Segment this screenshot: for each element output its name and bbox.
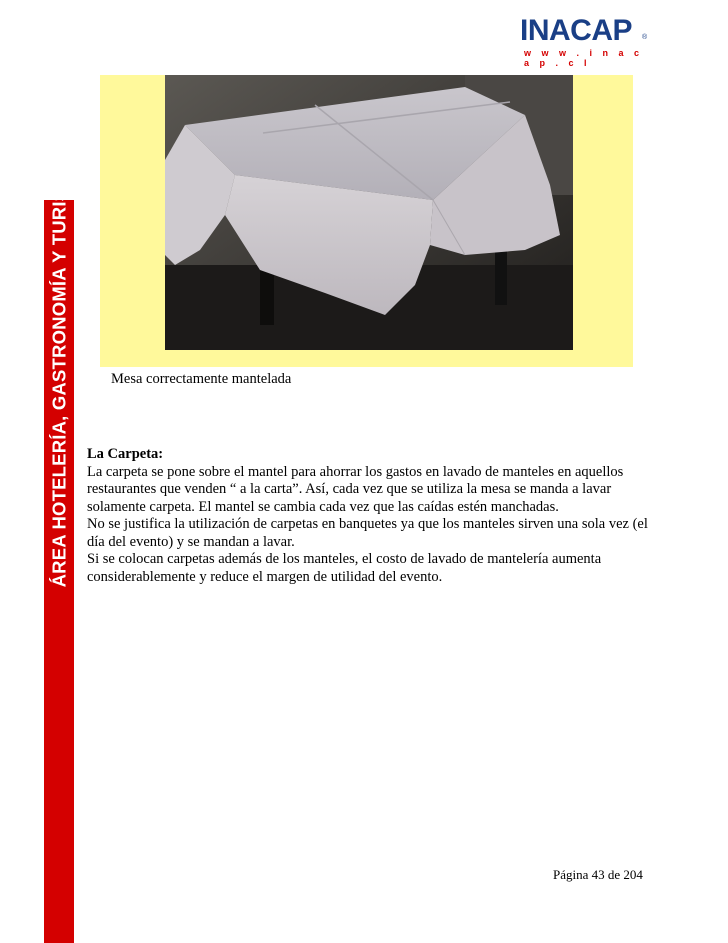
sidebar-title: ÁREA HOTELERÍA, GASTRONOMÍA Y TURISMO xyxy=(48,158,69,587)
section-content xyxy=(87,446,667,586)
tablecloth-image xyxy=(165,75,573,350)
inacap-logo xyxy=(520,14,650,68)
paragraph: La carpeta se pone sobre el mantel para ahorrar los gastos en lavado de manteles en aquellos restaurantes que venden “ a la carta”. Así, cada vez que se utiliza la mesa se manda a lavar solamente carpeta. El mantel se cambia cada vez que las caídas estén manchadas. xyxy=(87,463,624,515)
registered-mark-icon: ® xyxy=(642,34,648,41)
table-photo xyxy=(165,75,573,350)
section-heading: La Carpeta: xyxy=(87,446,164,462)
paragraph: Si se colocan carpetas además de los manteles, el costo de lavado de mantelería aumenta considerablemente y reduce el margen de utilidad del evento. xyxy=(87,551,602,585)
logo-wordmark: INACAP xyxy=(520,14,633,47)
sidebar-title-container xyxy=(44,0,74,745)
logo-url: w w w . i n a c a p . c l xyxy=(524,48,644,68)
figure-caption: Mesa correctamente mantelada xyxy=(111,371,292,387)
page-number: Página 43 de 204 xyxy=(553,867,643,882)
paragraph: No se justifica la utilización de carpetas en banquetes ya que los manteles sirven una sola vez (el día del evento) y se mandan a lavar. xyxy=(87,516,648,550)
